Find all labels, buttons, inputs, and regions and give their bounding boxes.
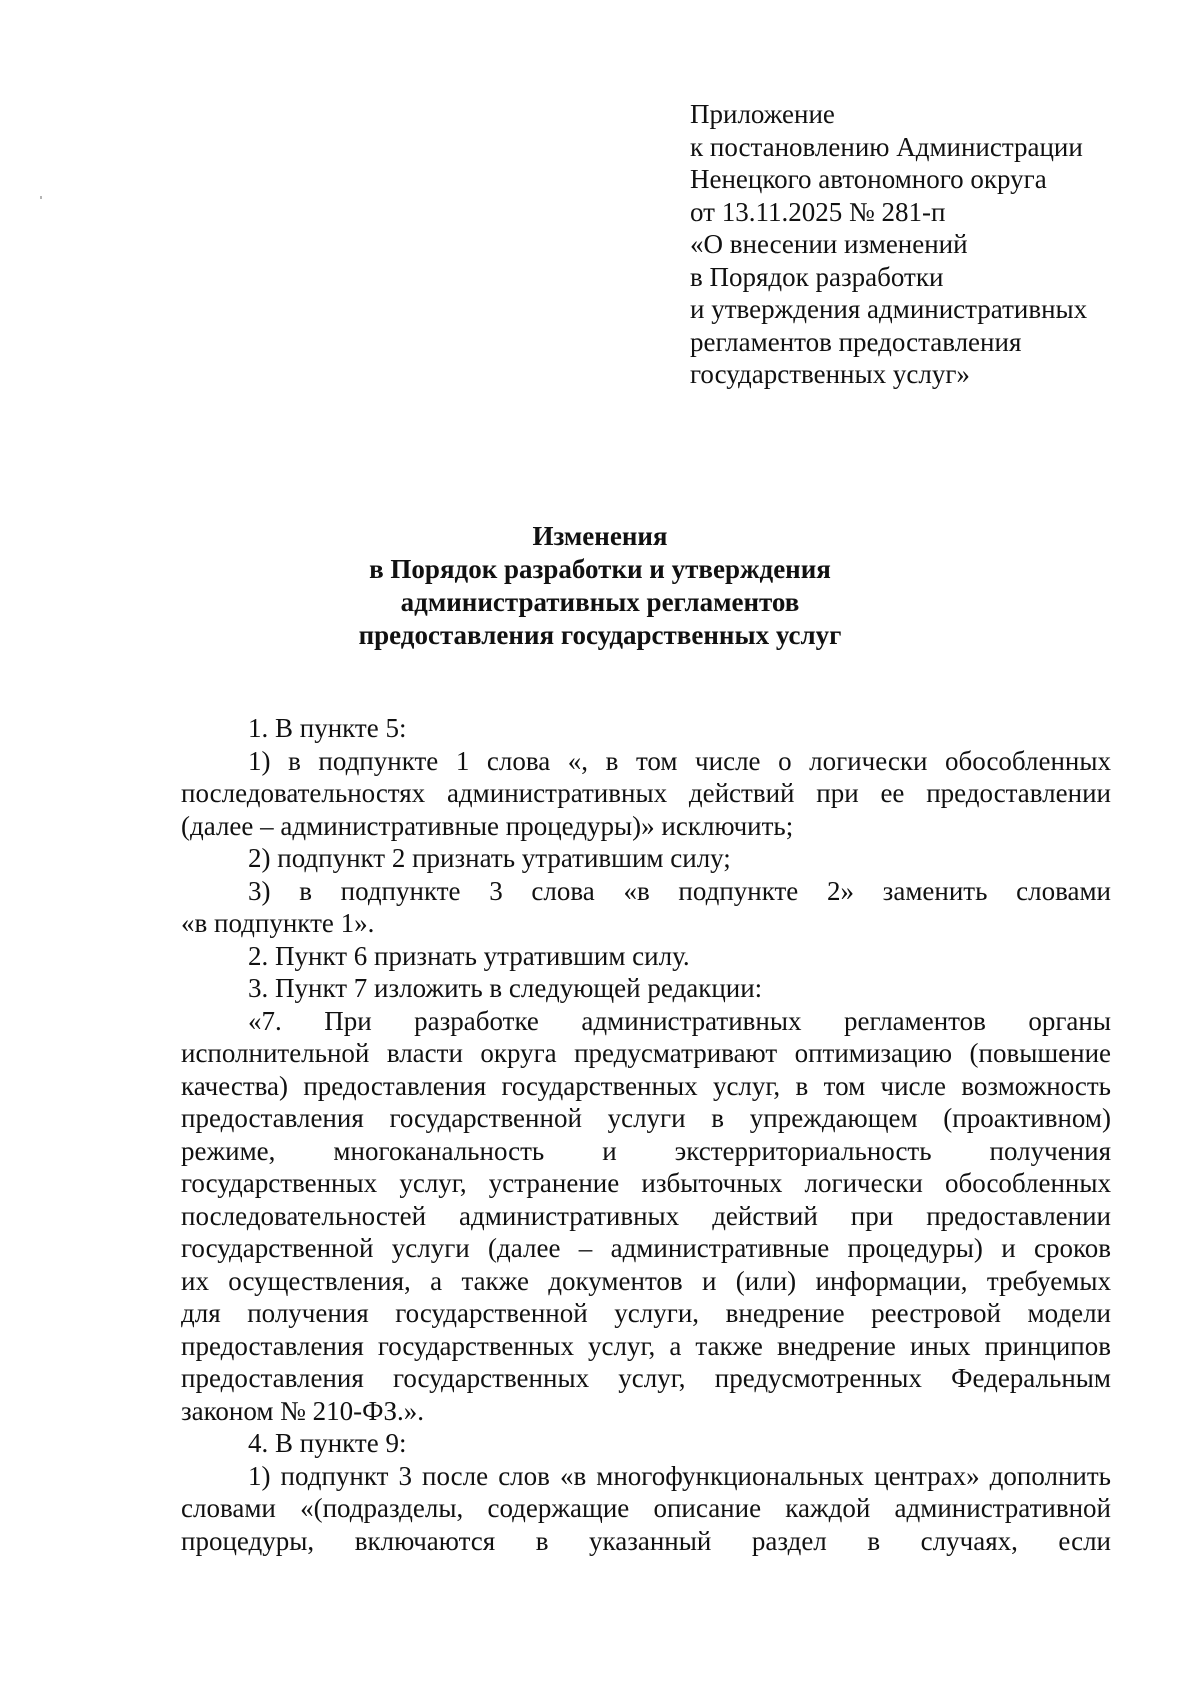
appendix-line: регламентов предоставления: [690, 326, 1022, 357]
body-line: их осуществления, а также документов и (или) информации, требуемых: [181, 1265, 1111, 1296]
body-line: (далее – административные процедуры)» исключить;: [181, 810, 794, 841]
appendix-header: [690, 98, 1160, 391]
body-line: последовательностях административных действий при ее предоставлении: [181, 778, 1111, 808]
body-line: предоставления государственных услуг, предусмотренных Федеральным: [181, 1363, 1111, 1393]
title-line: административных регламентов: [400, 587, 800, 617]
body-line: предоставления государственных услуг, а также внедрение иных принципов: [181, 1330, 1111, 1361]
document-body: [181, 712, 1111, 1557]
body-line: исполнительной власти округа предусматривают оптимизацию (повышение: [181, 1038, 1111, 1068]
body-line: 3) в подпункте 3 слова «в подпункте 2» заменить словами: [248, 875, 1111, 906]
body-line: предоставления государственной услуги в упреждающем (проактивном): [181, 1103, 1111, 1133]
body-line: режиме, многоканальность и экстерриториальность получения: [181, 1135, 1111, 1166]
appendix-line: «О внесении изменений: [690, 229, 968, 259]
appendix-line: к постановлению Администрации: [690, 131, 1083, 162]
appendix-line: и утверждения административных: [690, 294, 1088, 324]
body-line: последовательностей административных действий при предоставлении: [181, 1200, 1111, 1231]
body-line: качества) предоставления государственных услуг, в том числе возможность: [181, 1070, 1111, 1101]
body-line: 1) подпункт 3 после слов «в многофункциональных центрах» дополнить: [248, 1460, 1111, 1491]
title-line: в Порядок разработки и утверждения: [369, 554, 831, 584]
scan-speck: [40, 196, 42, 199]
item-heading: 2. Пункт 6 признать утратившим силу.: [248, 940, 690, 971]
appendix-line: в Порядок разработки: [690, 261, 944, 292]
body-line: процедуры, включаются в указанный раздел в случаях, если: [181, 1525, 1111, 1556]
item-heading: 4. В пункте 9:: [248, 1428, 407, 1458]
document-title: [0, 520, 1200, 652]
appendix-line: от 13.11.2025 № 281-п: [690, 196, 946, 227]
item-heading: 1. В пункте 5:: [248, 713, 407, 743]
body-line: 2) подпункт 2 признать утратившим силу;: [248, 843, 731, 873]
body-line: государственных услуг, устранение избыточных логически обособленных: [181, 1168, 1111, 1198]
appendix-line: Ненецкого автономного округа: [690, 164, 1047, 194]
body-line: государственной услуги (далее – административные процедуры) и сроков: [181, 1233, 1111, 1263]
body-line: «в подпункте 1».: [181, 908, 375, 938]
body-line: словами «(подразделы, содержащие описание каждой административной: [181, 1493, 1111, 1523]
body-line: для получения государственной услуги, внедрение реестровой модели: [181, 1298, 1111, 1328]
body-line: законом № 210-ФЗ.».: [181, 1395, 425, 1426]
body-line: «7. При разработке административных регламентов органы: [248, 1005, 1111, 1036]
appendix-line: государственных услуг»: [690, 359, 970, 389]
item-heading: 3. Пункт 7 изложить в следующей редакции:: [248, 973, 763, 1003]
title-line: предоставления государственных услуг: [358, 620, 842, 650]
body-line: 1) в подпункте 1 слова «, в том числе о логически обособленных: [248, 745, 1111, 776]
title-line: Изменения: [532, 521, 668, 551]
appendix-line: Приложение: [690, 99, 835, 129]
